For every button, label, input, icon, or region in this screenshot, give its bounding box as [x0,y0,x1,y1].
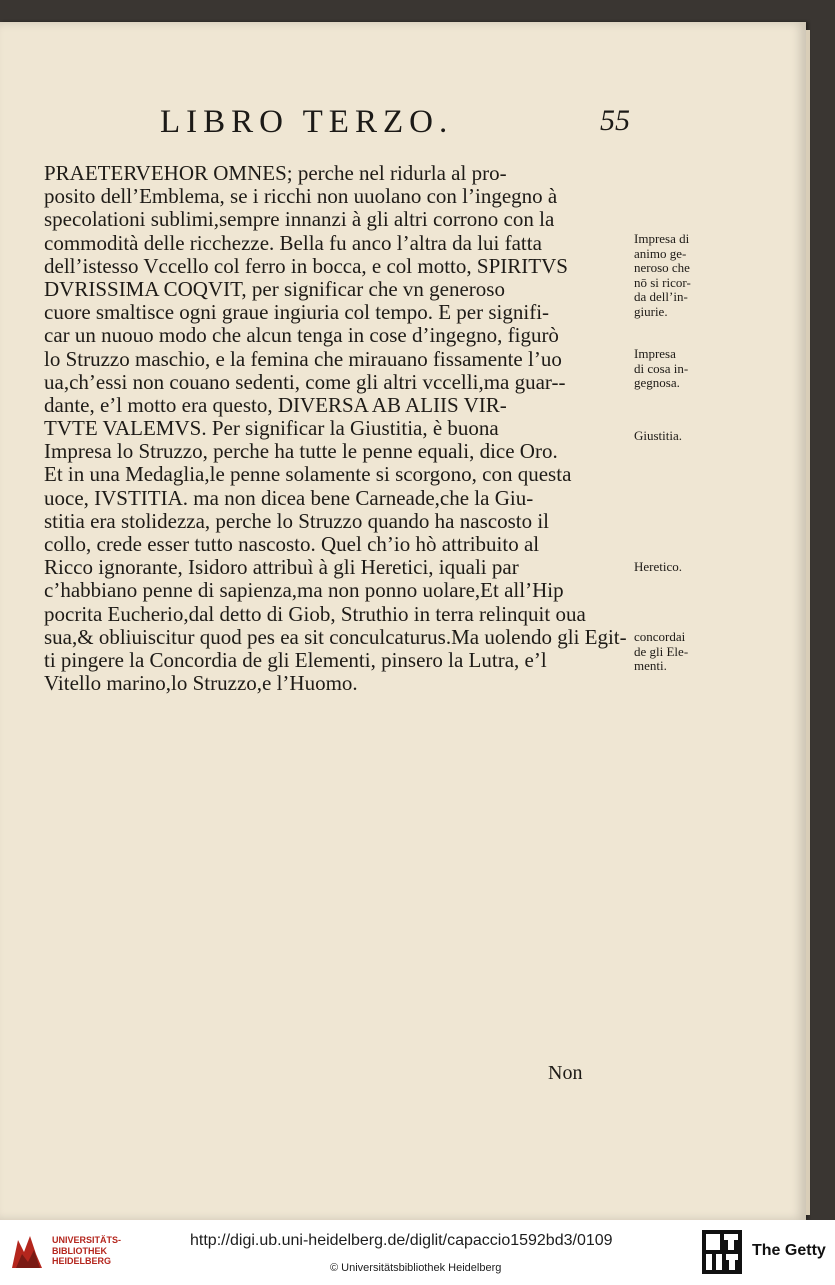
catchword: Non [548,1062,583,1084]
margin-line: Impresa di [634,231,690,246]
university-seal-icon [8,1232,46,1272]
margin-line: concordai [634,629,686,644]
body-line: Ricco ignorante, Isidoro attribuì à gli Heretici, iquali par [44,556,519,580]
margin-line: de gli Ele- [634,643,689,659]
margin-line: Heretico. [634,559,683,574]
margin-line: di cosa in- [634,360,689,376]
margin-line: gegnosa. [634,375,680,390]
margin-line: Impresa [634,346,676,361]
body-line: TVTE VALEMVS. Per significar la Giustitia, è buona [44,417,499,441]
university-name [52,1235,121,1267]
body-line: specolationi sublimi,sempre innanzi à gli altri corrono con la [44,208,555,232]
running-header [160,104,630,148]
body-line: Et in una Medaglia,le penne solamente si scorgono, con questa [44,463,572,487]
body-line: uoce, IVSTITIA. ma non dicea bene Carneade,che la Giu- [44,486,534,510]
body-line: ua,ch’essi non couano sedenti, come gli altri vccelli,ma guar-- [44,370,566,394]
body-line: cuore smaltisce ogni graue ingiuria col tempo. E per signifi- [44,301,550,325]
body-line: car un nuouo modo che alcun tenga in cose d’ingegno, figurò [44,324,559,348]
body-line: stitia era stolidezza, perche lo Struzzo quando ha nascosto il [44,509,549,533]
body-line: sua,& obliuiscitur quod pes ea sit conculcaturus.Ma uolendo gli Egit- [44,625,627,649]
getty-logo-icon [702,1230,742,1274]
marginal-note-heretic [634,560,714,575]
getty-name: The Getty [752,1242,826,1259]
show-through-text [180,692,560,1022]
page-number: 55 [600,104,630,137]
body-line: c’habbiano penne di sapienza,ma non ponno uolare,Et all’Hip [44,579,564,603]
running-title: LIBRO TERZO. [160,104,454,140]
margin-line: giurie. [634,303,668,319]
margin-line: Giustitia. [634,428,683,443]
body-text [44,162,628,695]
marginal-note-justice [634,429,714,444]
university-name-line: UNIVERSITÄTS- [52,1235,122,1245]
marginal-note-ingenious [634,347,714,391]
viewer-footer [0,1220,835,1285]
marginal-note-generous-spirit [634,232,714,319]
university-name-line: BIBLIOTHEK [52,1245,107,1256]
body-line: dell’istesso Vccello col ferro in bocca, e col motto, SPIRITVS [44,254,568,278]
margin-line: menti. [634,658,667,673]
body-line: Impresa lo Struzzo, perche ha tutte le penne equali, dice Oro. [44,440,558,464]
margin-line: neroso che [634,260,690,275]
body-line: Vitello marino,lo Struzzo,e l’Huomo. [44,672,358,696]
body-line: PRAETERVEHOR OMNES; perche nel ridurla al pro- [44,162,507,185]
margin-line: da dell’in- [634,289,688,304]
body-line: lo Struzzo maschio, e la femina che mirauano fissamente l’uo [44,347,562,371]
body-line: pocrita Eucherio,dal detto di Giob, Struthio in terra relinquit oua [44,602,586,626]
permalink-url[interactable]: http://digi.ub.uni-heidelberg.de/diglit/capaccio1592bd3/0109 [190,1232,613,1249]
book-page [0,22,806,1220]
body-line: collo, crede esser tutto nascosto. Quel ch’io hò attribuito al [44,533,540,556]
margin-line: animo ge- [634,245,687,261]
body-line: commodità delle ricchezze. Bella fu anco l’altra da lui fatta [44,231,542,255]
margin-line: nō si ricor- [634,274,691,290]
body-line: DVRISSIMA COQVIT, per significar che vn generoso [44,277,505,301]
body-line: posito dell’Emblema, se i ricchi non uuolano con l’ingegno à [44,185,558,209]
copyright-notice: © Universitätsbibliothek Heidelberg [330,1262,502,1274]
body-line: ti pingere la Concordia de gli Elementi, pinsero la Lutra, e’l [44,648,547,672]
body-line: dante, e’l motto era questo, DIVERSA AB ALIIS VIR- [44,393,507,417]
marginal-note-concord [634,630,714,674]
university-name-line: HEIDELBERG [52,1256,112,1266]
